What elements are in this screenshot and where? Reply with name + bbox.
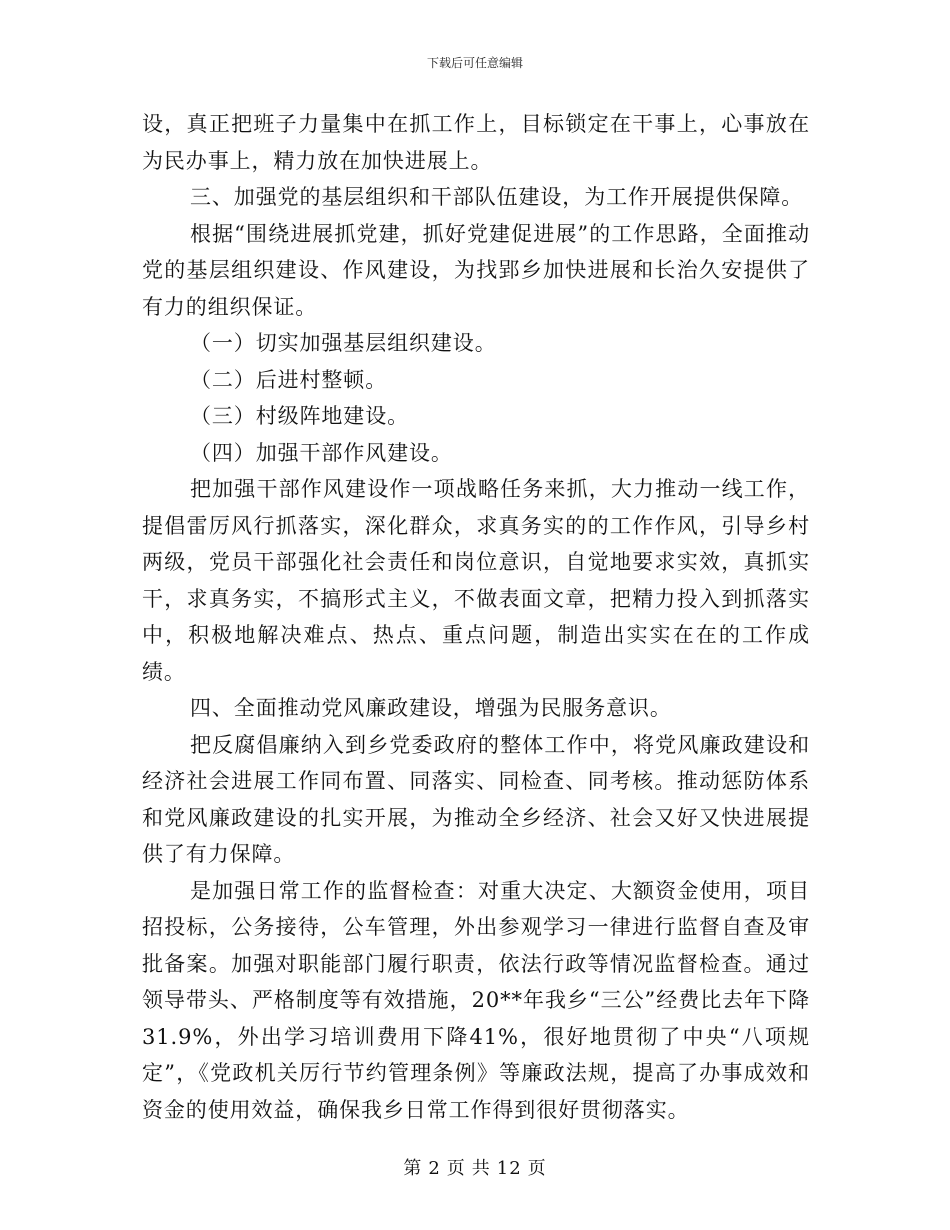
- subheading-3: （三）村级阵地建设。: [190, 404, 409, 428]
- page-header: 下载后可任意编辑: [426, 56, 523, 70]
- section-heading-4: 四、全面推动党风廉政建设，增强为民服务意识。: [190, 696, 672, 720]
- section-heading-3: 三、加强党的基层组织和干部队伍建设，为工作开展提供保障。: [190, 185, 804, 209]
- paragraph-3: 根据“围绕进展抓党建，抓好党建促进展”的工作思路，全面推动党的基层组织建设、作风建设，为找郢乡加快进展和长治久安提供了有力的组织保证。: [142, 221, 810, 319]
- paragraph-11: 是加强日常工作的监督检查：对重大决定、大额资金使用，项目招投标，公务接待，公车管理，外出参观学习一律进行监督自查及审批备案。加强对职能部门履行职责，依法行政等情况监督检查。通过领导带头、严格制度等有效措施，20**年我乡“三公”经费比去年下降31.9%，外出学习培训费用下降41%，很好地贯彻了中央“八项规定”，《党政机关厉行节约管理条例》等廉政法规，提高了办事成效和资金的使用效益，确保我乡日常工作得到很好贯彻落实。: [142, 878, 810, 1122]
- paragraph-8: 把加强干部作风建设作一项战略任务来抓，大力推动一线工作，提倡雷厉风行抓落实，深化群众，求真务实的的工作作风，引导乡村两级，党员干部强化社会责任和岗位意识，自觉地要求实效，真抓实干，求真务实，不搞形式主义，不做表面文章，把精力投入到抓落实中，积极地解决难点、热点、重点问题，制造出实实在在的工作成绩。: [142, 477, 810, 684]
- footer-total-pages: 12: [496, 1158, 522, 1179]
- paragraph-1: 设，真正把班子力量集中在抓工作上，目标锁定在干事上，心事放在为民办事上，精力放在加快进展上。: [142, 112, 810, 173]
- footer-prefix: 第: [403, 1158, 423, 1179]
- document-body: [142, 106, 810, 1128]
- footer-page-number: 2: [428, 1158, 441, 1179]
- footer-middle: 页: [446, 1158, 466, 1179]
- page-footer: [0, 1154, 950, 1180]
- footer-suffix: 页: [527, 1158, 547, 1179]
- footer-total-label: 共: [471, 1158, 491, 1179]
- paragraph-10: 把反腐倡廉纳入到乡党委政府的整体工作中，将党风廉政建设和经济社会进展工作同布置、同落实、同检查、同考核。推动惩防体系和党风廉政建设的扎实开展，为推动全乡经济、社会又好又快进展提供了有力保障。: [142, 732, 810, 866]
- subheading-2: （二）后进村整顿。: [190, 367, 388, 392]
- subheading-4: （四）加强干部作风建设。: [190, 440, 453, 465]
- subheading-1: （一）切实加强基层组织建设。: [190, 331, 497, 355]
